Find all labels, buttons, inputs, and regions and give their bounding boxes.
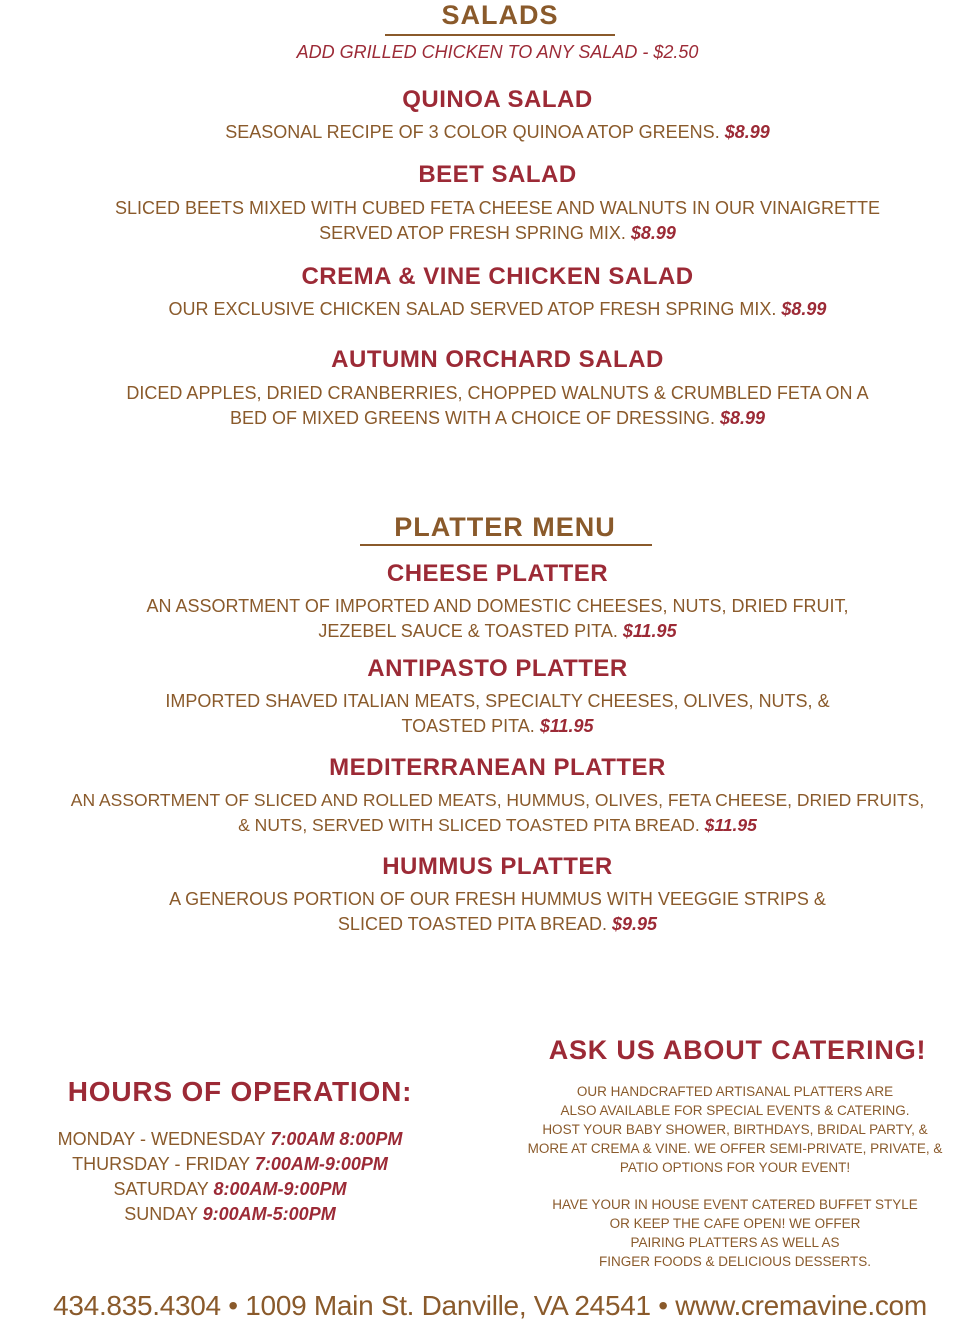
menu-item-price: $8.99 bbox=[720, 408, 766, 428]
menu-item-desc: AN ASSORTMENT OF IMPORTED AND DOMESTIC CHEESES, NUTS, DRIED FRUIT, JEZEBEL SAUCE & TOASTED PITA. $11.95 bbox=[146, 596, 849, 641]
menu-item-desc: DICED APPLES, DRIED CRANBERRIES, CHOPPED WALNUTS & CRUMBLED FETA ON A BED OF MIXED GREENS WITH A CHOICE OF DRESSING. $8.99 bbox=[126, 383, 869, 428]
menu-item-price: $11.95 bbox=[539, 716, 594, 736]
menu-item-desc: OUR EXCLUSIVE CHICKEN SALAD SERVED ATOP FRESH SPRING MIX. $8.99 bbox=[168, 299, 827, 319]
hours-list bbox=[20, 1127, 440, 1227]
catering-title: ASK US ABOUT CATERING! bbox=[548, 1035, 927, 1065]
catering-paragraph-1: OUR HANDCRAFTED ARTISANAL PLATTERS ARE ALSO AVAILABLE FOR SPECIAL EVENTS & CATERING. HOST YOUR BABY SHOWER, BIRTHDAYS, BRIDAL PARTY, & MORE AT CREMA & VINE. WE OFFER SEMI-PRIVATE, PRIVATE, & PATIO OPTIONS FOR YOUR EVENT! bbox=[527, 1084, 943, 1175]
salads-title: SALADS bbox=[441, 0, 559, 30]
menu-item-price: $11.95 bbox=[622, 621, 677, 641]
hours-row: THURSDAY - FRIDAY 7:00AM-9:00PM bbox=[72, 1154, 388, 1174]
menu-item-desc: SLICED BEETS MIXED WITH CUBED FETA CHEESE AND WALNUTS IN OUR VINAIGRETTE SERVED ATOP FRESH SPRING MIX. $8.99 bbox=[114, 198, 881, 243]
hours-title: HOURS OF OPERATION: bbox=[67, 1076, 413, 1107]
menu-item-desc: SEASONAL RECIPE OF 3 COLOR QUINOA ATOP GREENS. $8.99 bbox=[225, 122, 770, 142]
hours-row: SUNDAY 9:00AM-5:00PM bbox=[124, 1204, 336, 1224]
menu-item-name: BEET SALAD bbox=[418, 161, 577, 188]
menu-item-name: MEDITERRANEAN PLATTER bbox=[329, 754, 666, 781]
menu-item-price: $8.99 bbox=[724, 122, 770, 142]
menu-item-name: QUINOA SALAD bbox=[402, 86, 593, 113]
menu-item-price: $9.95 bbox=[612, 914, 658, 934]
menu-item-name: HUMMUS PLATTER bbox=[382, 853, 613, 880]
menu-item-price: $8.99 bbox=[781, 299, 827, 319]
menu-item-name: CREMA & VINE CHICKEN SALAD bbox=[301, 263, 694, 290]
hours-row: MONDAY - WEDNESDAY 7:00AM 8:00PM bbox=[57, 1129, 403, 1149]
salads-rule bbox=[385, 34, 615, 36]
menu-item-price: $8.99 bbox=[630, 223, 676, 243]
menu-item-desc: AN ASSORTMENT OF SLICED AND ROLLED MEATS, HUMMUS, OLIVES, FETA CHEESE, DRIED FRUITS, & NUTS, SERVED WITH SLICED TOASTED PITA BREAD. $11.95 bbox=[70, 790, 925, 835]
platter-menu-title: PLATTER MENU bbox=[394, 512, 616, 542]
menu-item-name: CHEESE PLATTER bbox=[386, 560, 609, 587]
menu-item-name: ANTIPASTO PLATTER bbox=[367, 655, 628, 682]
catering-paragraph-2: HAVE YOUR IN HOUSE EVENT CATERED BUFFET STYLE OR KEEP THE CAFE OPEN! WE OFFER PAIRING PLATTERS AS WELL AS FINGER FOODS & DELICIOUS DESSERTS. bbox=[552, 1197, 918, 1269]
menu-item-desc: A GENEROUS PORTION OF OUR FRESH HUMMUS WITH VEEGGIE STRIPS & SLICED TOASTED PITA BREAD. $9.95 bbox=[169, 889, 826, 934]
salads-note: ADD GRILLED CHICKEN TO ANY SALAD - $2.50 bbox=[296, 42, 699, 62]
menu-item-name: AUTUMN ORCHARD SALAD bbox=[331, 346, 664, 373]
hours-row: SATURDAY 8:00AM-9:00PM bbox=[113, 1179, 347, 1199]
platter-menu-rule bbox=[360, 544, 652, 546]
menu-item-desc: IMPORTED SHAVED ITALIAN MEATS, SPECIALTY CHEESES, OLIVES, NUTS, & TOASTED PITA. $11.95 bbox=[165, 691, 830, 736]
menu-item-price: $11.95 bbox=[704, 815, 757, 835]
footer-contact: 434.835.4304 • 1009 Main St. Danville, VA 24541 • www.cremavine.com bbox=[53, 1290, 927, 1321]
